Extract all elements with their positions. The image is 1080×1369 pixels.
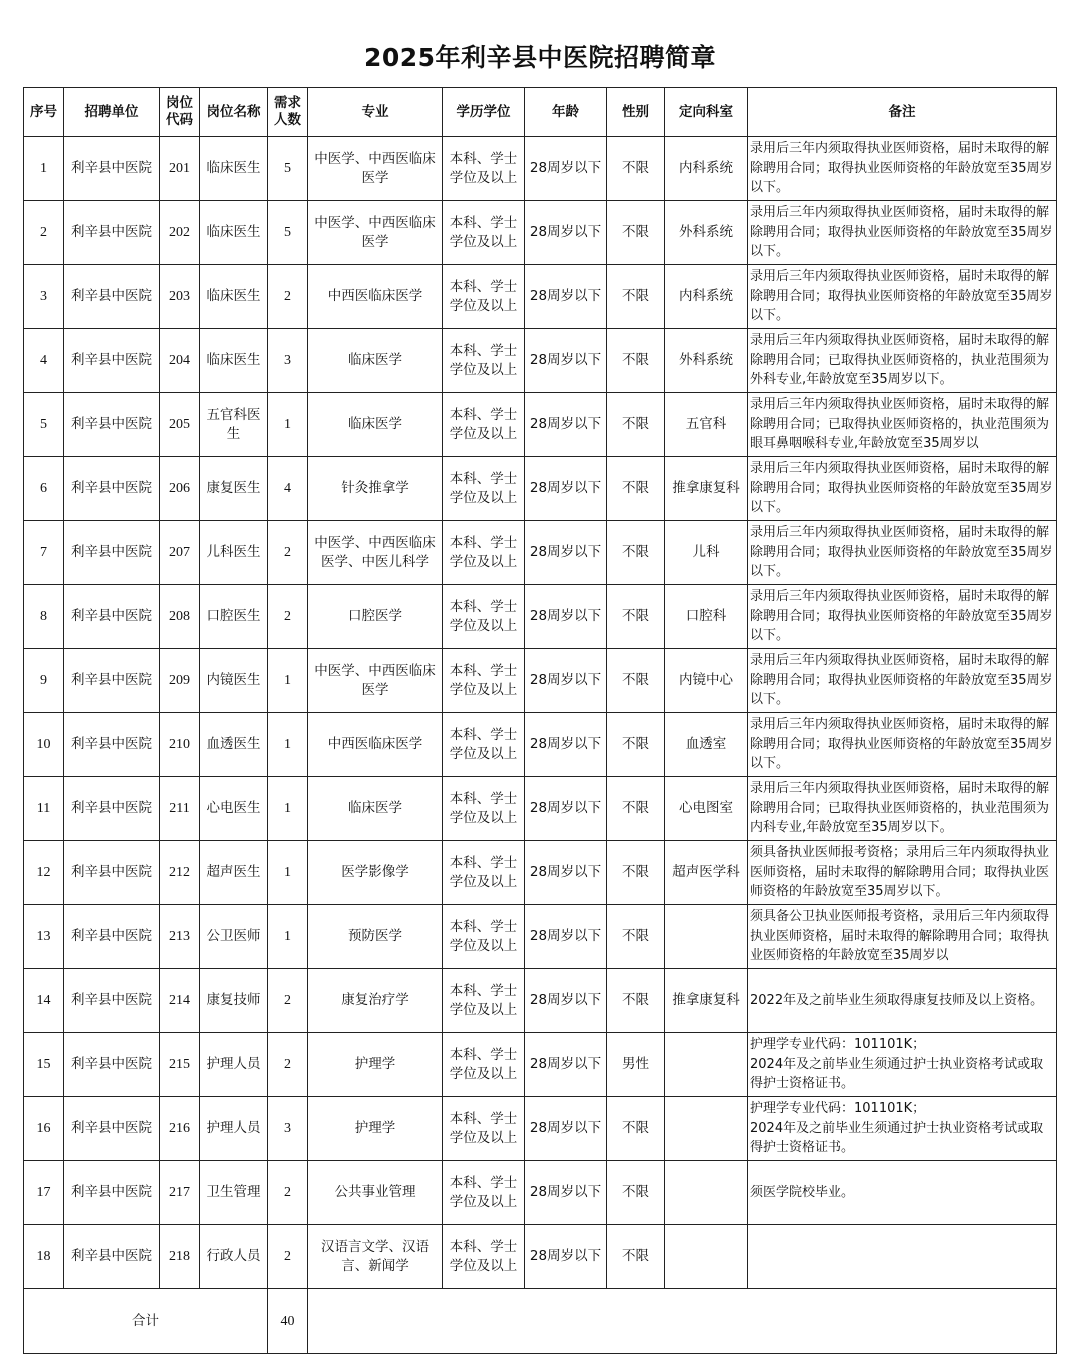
note-text: 须具备公卫执业医师报考资格，录用后三年内须取得执业医师资格，届时未取得的解除聘用合同；取得执业医师资格的年龄放宽至35周岁以 bbox=[750, 909, 1050, 964]
cell-seq: 1 bbox=[24, 137, 64, 201]
cell-position: 内镜医生 bbox=[200, 649, 268, 713]
cell-position: 临床医生 bbox=[200, 265, 268, 329]
cell-code: 218 bbox=[160, 1225, 200, 1289]
cell-count: 2 bbox=[268, 969, 308, 1033]
cell-note bbox=[748, 457, 1057, 521]
cell-code: 202 bbox=[160, 201, 200, 265]
cell-dept bbox=[665, 1033, 748, 1097]
table-row bbox=[24, 393, 1057, 457]
note-text: 须医学院校毕业。 bbox=[750, 1184, 855, 1200]
cell-count: 2 bbox=[268, 521, 308, 585]
table-row bbox=[24, 585, 1057, 649]
cell-code: 216 bbox=[160, 1097, 200, 1161]
cell-major: 护理学 bbox=[308, 1097, 443, 1161]
cell-code: 206 bbox=[160, 457, 200, 521]
cell-count: 2 bbox=[268, 1161, 308, 1225]
cell-gender: 不限 bbox=[607, 585, 665, 649]
cell-seq: 4 bbox=[24, 329, 64, 393]
cell-position: 血透医生 bbox=[200, 713, 268, 777]
cell-seq: 5 bbox=[24, 393, 64, 457]
cell-age: 28周岁以下 bbox=[525, 713, 607, 777]
cell-age: 28周岁以下 bbox=[525, 649, 607, 713]
cell-note bbox=[748, 393, 1057, 457]
cell-code: 212 bbox=[160, 841, 200, 905]
cell-code: 211 bbox=[160, 777, 200, 841]
cell-dept: 五官科 bbox=[665, 393, 748, 457]
cell-degree: 本科、学士学位及以上 bbox=[443, 777, 525, 841]
cell-count: 3 bbox=[268, 1097, 308, 1161]
cell-position: 护理人员 bbox=[200, 1033, 268, 1097]
cell-age: 28周岁以下 bbox=[525, 137, 607, 201]
cell-gender: 不限 bbox=[607, 521, 665, 585]
cell-unit: 利辛县中医院 bbox=[64, 137, 160, 201]
cell-seq: 9 bbox=[24, 649, 64, 713]
cell-count: 1 bbox=[268, 777, 308, 841]
cell-seq: 13 bbox=[24, 905, 64, 969]
cell-age: 28周岁以下 bbox=[525, 1225, 607, 1289]
cell-major: 中医学、中西医临床医学 bbox=[308, 137, 443, 201]
cell-unit: 利辛县中医院 bbox=[64, 201, 160, 265]
cell-age: 28周岁以下 bbox=[525, 329, 607, 393]
cell-count: 2 bbox=[268, 265, 308, 329]
cell-dept bbox=[665, 1097, 748, 1161]
cell-note bbox=[748, 265, 1057, 329]
table-row bbox=[24, 649, 1057, 713]
cell-gender: 不限 bbox=[607, 1225, 665, 1289]
cell-position: 儿科医生 bbox=[200, 521, 268, 585]
cell-count: 2 bbox=[268, 1033, 308, 1097]
cell-position: 心电医生 bbox=[200, 777, 268, 841]
cell-position: 护理人员 bbox=[200, 1097, 268, 1161]
cell-count: 2 bbox=[268, 585, 308, 649]
cell-gender: 不限 bbox=[607, 1097, 665, 1161]
cell-code: 203 bbox=[160, 265, 200, 329]
cell-dept: 内科系统 bbox=[665, 265, 748, 329]
cell-age: 28周岁以下 bbox=[525, 1097, 607, 1161]
cell-position: 康复技师 bbox=[200, 969, 268, 1033]
cell-code: 201 bbox=[160, 137, 200, 201]
cell-seq: 17 bbox=[24, 1161, 64, 1225]
cell-dept: 心电图室 bbox=[665, 777, 748, 841]
cell-unit: 利辛县中医院 bbox=[64, 1225, 160, 1289]
note-text: 录用后三年内须取得执业医师资格，届时未取得的解除聘用合同；取得执业医师资格的年龄放宽至35周岁以下。 bbox=[750, 525, 1053, 580]
cell-degree: 本科、学士学位及以上 bbox=[443, 393, 525, 457]
cell-note bbox=[748, 713, 1057, 777]
cell-degree: 本科、学士学位及以上 bbox=[443, 969, 525, 1033]
cell-degree: 本科、学士学位及以上 bbox=[443, 841, 525, 905]
cell-note bbox=[748, 777, 1057, 841]
cell-gender: 不限 bbox=[607, 329, 665, 393]
table-row bbox=[24, 969, 1057, 1033]
cell-age: 28周岁以下 bbox=[525, 521, 607, 585]
cell-major: 临床医学 bbox=[308, 393, 443, 457]
note-text: 2022年及之前毕业生须取得康复技师及以上资格。 bbox=[750, 992, 1044, 1008]
cell-note bbox=[748, 1161, 1057, 1225]
cell-gender: 不限 bbox=[607, 265, 665, 329]
cell-age: 28周岁以下 bbox=[525, 393, 607, 457]
cell-degree: 本科、学士学位及以上 bbox=[443, 1033, 525, 1097]
cell-note bbox=[748, 329, 1057, 393]
cell-code: 215 bbox=[160, 1033, 200, 1097]
cell-note bbox=[748, 1097, 1057, 1161]
cell-note bbox=[748, 649, 1057, 713]
cell-unit: 利辛县中医院 bbox=[64, 777, 160, 841]
cell-note bbox=[748, 201, 1057, 265]
cell-dept: 超声医学科 bbox=[665, 841, 748, 905]
cell-major: 康复治疗学 bbox=[308, 969, 443, 1033]
cell-gender: 不限 bbox=[607, 393, 665, 457]
cell-unit: 利辛县中医院 bbox=[64, 713, 160, 777]
table-row bbox=[24, 457, 1057, 521]
cell-code: 205 bbox=[160, 393, 200, 457]
cell-unit: 利辛县中医院 bbox=[64, 457, 160, 521]
table-row bbox=[24, 329, 1057, 393]
cell-gender: 不限 bbox=[607, 713, 665, 777]
cell-major: 中西医临床医学 bbox=[308, 265, 443, 329]
cell-code: 204 bbox=[160, 329, 200, 393]
cell-degree: 本科、学士学位及以上 bbox=[443, 265, 525, 329]
cell-count: 1 bbox=[268, 649, 308, 713]
cell-gender: 不限 bbox=[607, 649, 665, 713]
cell-note bbox=[748, 521, 1057, 585]
cell-major: 临床医学 bbox=[308, 777, 443, 841]
cell-unit: 利辛县中医院 bbox=[64, 521, 160, 585]
cell-dept bbox=[665, 1225, 748, 1289]
table-row bbox=[24, 777, 1057, 841]
cell-seq: 15 bbox=[24, 1033, 64, 1097]
cell-count: 3 bbox=[268, 329, 308, 393]
note-text: 录用后三年内须取得执业医师资格，届时未取得的解除聘用合同；取得执业医师资格的年龄放宽至35周岁以下。 bbox=[750, 205, 1053, 260]
cell-major: 中西医临床医学 bbox=[308, 713, 443, 777]
cell-seq: 7 bbox=[24, 521, 64, 585]
cell-degree: 本科、学士学位及以上 bbox=[443, 201, 525, 265]
cell-degree: 本科、学士学位及以上 bbox=[443, 1225, 525, 1289]
table-row bbox=[24, 265, 1057, 329]
cell-seq: 14 bbox=[24, 969, 64, 1033]
cell-seq: 18 bbox=[24, 1225, 64, 1289]
cell-position: 临床医生 bbox=[200, 201, 268, 265]
total-empty bbox=[308, 1289, 1057, 1354]
cell-gender: 不限 bbox=[607, 841, 665, 905]
cell-unit: 利辛县中医院 bbox=[64, 329, 160, 393]
cell-note bbox=[748, 137, 1057, 201]
cell-degree: 本科、学士学位及以上 bbox=[443, 713, 525, 777]
table-row bbox=[24, 1033, 1057, 1097]
note-text: 录用后三年内须取得执业医师资格，届时未取得的解除聘用合同；已取得执业医师资格的，执业范围须为眼耳鼻咽喉科专业,年龄放宽至35周岁以 bbox=[750, 397, 1050, 452]
cell-age: 28周岁以下 bbox=[525, 1161, 607, 1225]
cell-seq: 12 bbox=[24, 841, 64, 905]
header-seq: 序号 bbox=[24, 88, 64, 137]
table-row bbox=[24, 905, 1057, 969]
cell-code: 209 bbox=[160, 649, 200, 713]
header-count: 需求人数 bbox=[268, 88, 308, 137]
header-degree: 学历学位 bbox=[443, 88, 525, 137]
cell-age: 28周岁以下 bbox=[525, 457, 607, 521]
table-header-row bbox=[24, 88, 1057, 137]
cell-seq: 10 bbox=[24, 713, 64, 777]
cell-count: 1 bbox=[268, 393, 308, 457]
note-text: 录用后三年内须取得执业医师资格，届时未取得的解除聘用合同；取得执业医师资格的年龄放宽至35周岁以下。 bbox=[750, 589, 1053, 644]
cell-code: 207 bbox=[160, 521, 200, 585]
cell-major: 针灸推拿学 bbox=[308, 457, 443, 521]
header-major: 专业 bbox=[308, 88, 443, 137]
table-row bbox=[24, 841, 1057, 905]
cell-gender: 男性 bbox=[607, 1033, 665, 1097]
cell-seq: 6 bbox=[24, 457, 64, 521]
header-dept: 定向科室 bbox=[665, 88, 748, 137]
cell-note bbox=[748, 1033, 1057, 1097]
cell-dept bbox=[665, 905, 748, 969]
note-text: 录用后三年内须取得执业医师资格，届时未取得的解除聘用合同；取得执业医师资格的年龄放宽至35周岁以下。 bbox=[750, 653, 1053, 708]
table-row bbox=[24, 1161, 1057, 1225]
header-code: 岗位代码 bbox=[160, 88, 200, 137]
cell-position: 五官科医生 bbox=[200, 393, 268, 457]
cell-position: 临床医生 bbox=[200, 329, 268, 393]
cell-major: 中医学、中西医临床医学、中医儿科学 bbox=[308, 521, 443, 585]
cell-age: 28周岁以下 bbox=[525, 201, 607, 265]
cell-major: 临床医学 bbox=[308, 329, 443, 393]
cell-major: 汉语言文学、汉语言、新闻学 bbox=[308, 1225, 443, 1289]
cell-dept: 血透室 bbox=[665, 713, 748, 777]
cell-age: 28周岁以下 bbox=[525, 841, 607, 905]
total-label: 合计 bbox=[24, 1289, 268, 1354]
cell-major: 中医学、中西医临床医学 bbox=[308, 201, 443, 265]
cell-degree: 本科、学士学位及以上 bbox=[443, 585, 525, 649]
note-text: 录用后三年内须取得执业医师资格，届时未取得的解除聘用合同；取得执业医师资格的年龄放宽至35周岁以下。 bbox=[750, 717, 1053, 772]
cell-note bbox=[748, 905, 1057, 969]
cell-age: 28周岁以下 bbox=[525, 585, 607, 649]
cell-count: 1 bbox=[268, 841, 308, 905]
cell-position: 行政人员 bbox=[200, 1225, 268, 1289]
cell-age: 28周岁以下 bbox=[525, 969, 607, 1033]
cell-unit: 利辛县中医院 bbox=[64, 265, 160, 329]
cell-age: 28周岁以下 bbox=[525, 777, 607, 841]
cell-dept: 外科系统 bbox=[665, 201, 748, 265]
cell-count: 4 bbox=[268, 457, 308, 521]
cell-major: 口腔医学 bbox=[308, 585, 443, 649]
cell-degree: 本科、学士学位及以上 bbox=[443, 329, 525, 393]
cell-unit: 利辛县中医院 bbox=[64, 905, 160, 969]
cell-unit: 利辛县中医院 bbox=[64, 585, 160, 649]
cell-unit: 利辛县中医院 bbox=[64, 649, 160, 713]
cell-note bbox=[748, 585, 1057, 649]
note-text: 护理学专业代码：101101K； 2024年及之前毕业生须通过护士执业资格考试或取得护士资格证书。 bbox=[750, 1101, 1044, 1156]
cell-degree: 本科、学士学位及以上 bbox=[443, 521, 525, 585]
header-note: 备注 bbox=[748, 88, 1057, 137]
cell-note bbox=[748, 969, 1057, 1033]
cell-unit: 利辛县中医院 bbox=[64, 969, 160, 1033]
cell-code: 213 bbox=[160, 905, 200, 969]
cell-major: 护理学 bbox=[308, 1033, 443, 1097]
note-text: 录用后三年内须取得执业医师资格，届时未取得的解除聘用合同；已取得执业医师资格的，执业范围须为外科专业,年龄放宽至35周岁以下。 bbox=[750, 333, 1050, 388]
cell-dept bbox=[665, 1161, 748, 1225]
cell-code: 210 bbox=[160, 713, 200, 777]
cell-gender: 不限 bbox=[607, 201, 665, 265]
cell-gender: 不限 bbox=[607, 969, 665, 1033]
header-age: 年龄 bbox=[525, 88, 607, 137]
cell-gender: 不限 bbox=[607, 457, 665, 521]
cell-age: 28周岁以下 bbox=[525, 1033, 607, 1097]
cell-gender: 不限 bbox=[607, 137, 665, 201]
cell-degree: 本科、学士学位及以上 bbox=[443, 137, 525, 201]
cell-position: 超声医生 bbox=[200, 841, 268, 905]
cell-seq: 11 bbox=[24, 777, 64, 841]
table-row bbox=[24, 521, 1057, 585]
cell-position: 康复医生 bbox=[200, 457, 268, 521]
page-title: 2025年利辛县中医院招聘简章 bbox=[363, 43, 717, 72]
total-count: 40 bbox=[268, 1289, 308, 1354]
note-text: 录用后三年内须取得执业医师资格，届时未取得的解除聘用合同；取得执业医师资格的年龄放宽至35周岁以下。 bbox=[750, 141, 1053, 196]
cell-code: 214 bbox=[160, 969, 200, 1033]
cell-major: 预防医学 bbox=[308, 905, 443, 969]
cell-gender: 不限 bbox=[607, 905, 665, 969]
header-unit: 招聘单位 bbox=[64, 88, 160, 137]
cell-degree: 本科、学士学位及以上 bbox=[443, 649, 525, 713]
table-row bbox=[24, 201, 1057, 265]
cell-degree: 本科、学士学位及以上 bbox=[443, 457, 525, 521]
cell-position: 公卫医师 bbox=[200, 905, 268, 969]
cell-age: 28周岁以下 bbox=[525, 905, 607, 969]
cell-unit: 利辛县中医院 bbox=[64, 393, 160, 457]
cell-degree: 本科、学士学位及以上 bbox=[443, 905, 525, 969]
cell-unit: 利辛县中医院 bbox=[64, 1097, 160, 1161]
cell-count: 1 bbox=[268, 905, 308, 969]
cell-dept: 儿科 bbox=[665, 521, 748, 585]
cell-note bbox=[748, 841, 1057, 905]
cell-seq: 2 bbox=[24, 201, 64, 265]
cell-dept: 口腔科 bbox=[665, 585, 748, 649]
cell-position: 临床医生 bbox=[200, 137, 268, 201]
header-name: 岗位名称 bbox=[200, 88, 268, 137]
cell-major: 公共事业管理 bbox=[308, 1161, 443, 1225]
note-text: 录用后三年内须取得执业医师资格，届时未取得的解除聘用合同；已取得执业医师资格的，执业范围须为内科专业,年龄放宽至35周岁以下。 bbox=[750, 781, 1050, 836]
table-body bbox=[24, 137, 1057, 1289]
cell-count: 5 bbox=[268, 201, 308, 265]
cell-degree: 本科、学士学位及以上 bbox=[443, 1161, 525, 1225]
cell-note bbox=[748, 1225, 1057, 1289]
header-gender: 性别 bbox=[607, 88, 665, 137]
note-text: 须具备执业医师报考资格；录用后三年内须取得执业医师资格，届时未取得的解除聘用合同；取得执业医师资格的年龄放宽至35周岁以下。 bbox=[750, 845, 1050, 900]
cell-count: 1 bbox=[268, 713, 308, 777]
cell-count: 2 bbox=[268, 1225, 308, 1289]
cell-seq: 8 bbox=[24, 585, 64, 649]
cell-major: 医学影像学 bbox=[308, 841, 443, 905]
cell-age: 28周岁以下 bbox=[525, 265, 607, 329]
cell-dept: 推拿康复科 bbox=[665, 457, 748, 521]
cell-unit: 利辛县中医院 bbox=[64, 1161, 160, 1225]
table-row bbox=[24, 1225, 1057, 1289]
cell-code: 217 bbox=[160, 1161, 200, 1225]
recruitment-table bbox=[23, 87, 1057, 1354]
cell-dept: 推拿康复科 bbox=[665, 969, 748, 1033]
cell-count: 5 bbox=[268, 137, 308, 201]
cell-position: 卫生管理 bbox=[200, 1161, 268, 1225]
cell-position: 口腔医生 bbox=[200, 585, 268, 649]
note-text: 录用后三年内须取得执业医师资格，届时未取得的解除聘用合同；取得执业医师资格的年龄放宽至35周岁以下。 bbox=[750, 461, 1053, 516]
table-row bbox=[24, 1097, 1057, 1161]
note-text: 护理学专业代码：101101K； 2024年及之前毕业生须通过护士执业资格考试或取得护士资格证书。 bbox=[750, 1037, 1044, 1092]
table-row bbox=[24, 713, 1057, 777]
cell-major: 中医学、中西医临床医学 bbox=[308, 649, 443, 713]
cell-seq: 3 bbox=[24, 265, 64, 329]
cell-unit: 利辛县中医院 bbox=[64, 1033, 160, 1097]
cell-code: 208 bbox=[160, 585, 200, 649]
cell-degree: 本科、学士学位及以上 bbox=[443, 1097, 525, 1161]
cell-gender: 不限 bbox=[607, 777, 665, 841]
cell-dept: 外科系统 bbox=[665, 329, 748, 393]
total-row bbox=[24, 1289, 1057, 1354]
cell-dept: 内镜中心 bbox=[665, 649, 748, 713]
table-row bbox=[24, 137, 1057, 201]
cell-gender: 不限 bbox=[607, 1161, 665, 1225]
cell-seq: 16 bbox=[24, 1097, 64, 1161]
cell-dept: 内科系统 bbox=[665, 137, 748, 201]
cell-unit: 利辛县中医院 bbox=[64, 841, 160, 905]
note-text: 录用后三年内须取得执业医师资格，届时未取得的解除聘用合同；取得执业医师资格的年龄放宽至35周岁以下。 bbox=[750, 269, 1053, 324]
